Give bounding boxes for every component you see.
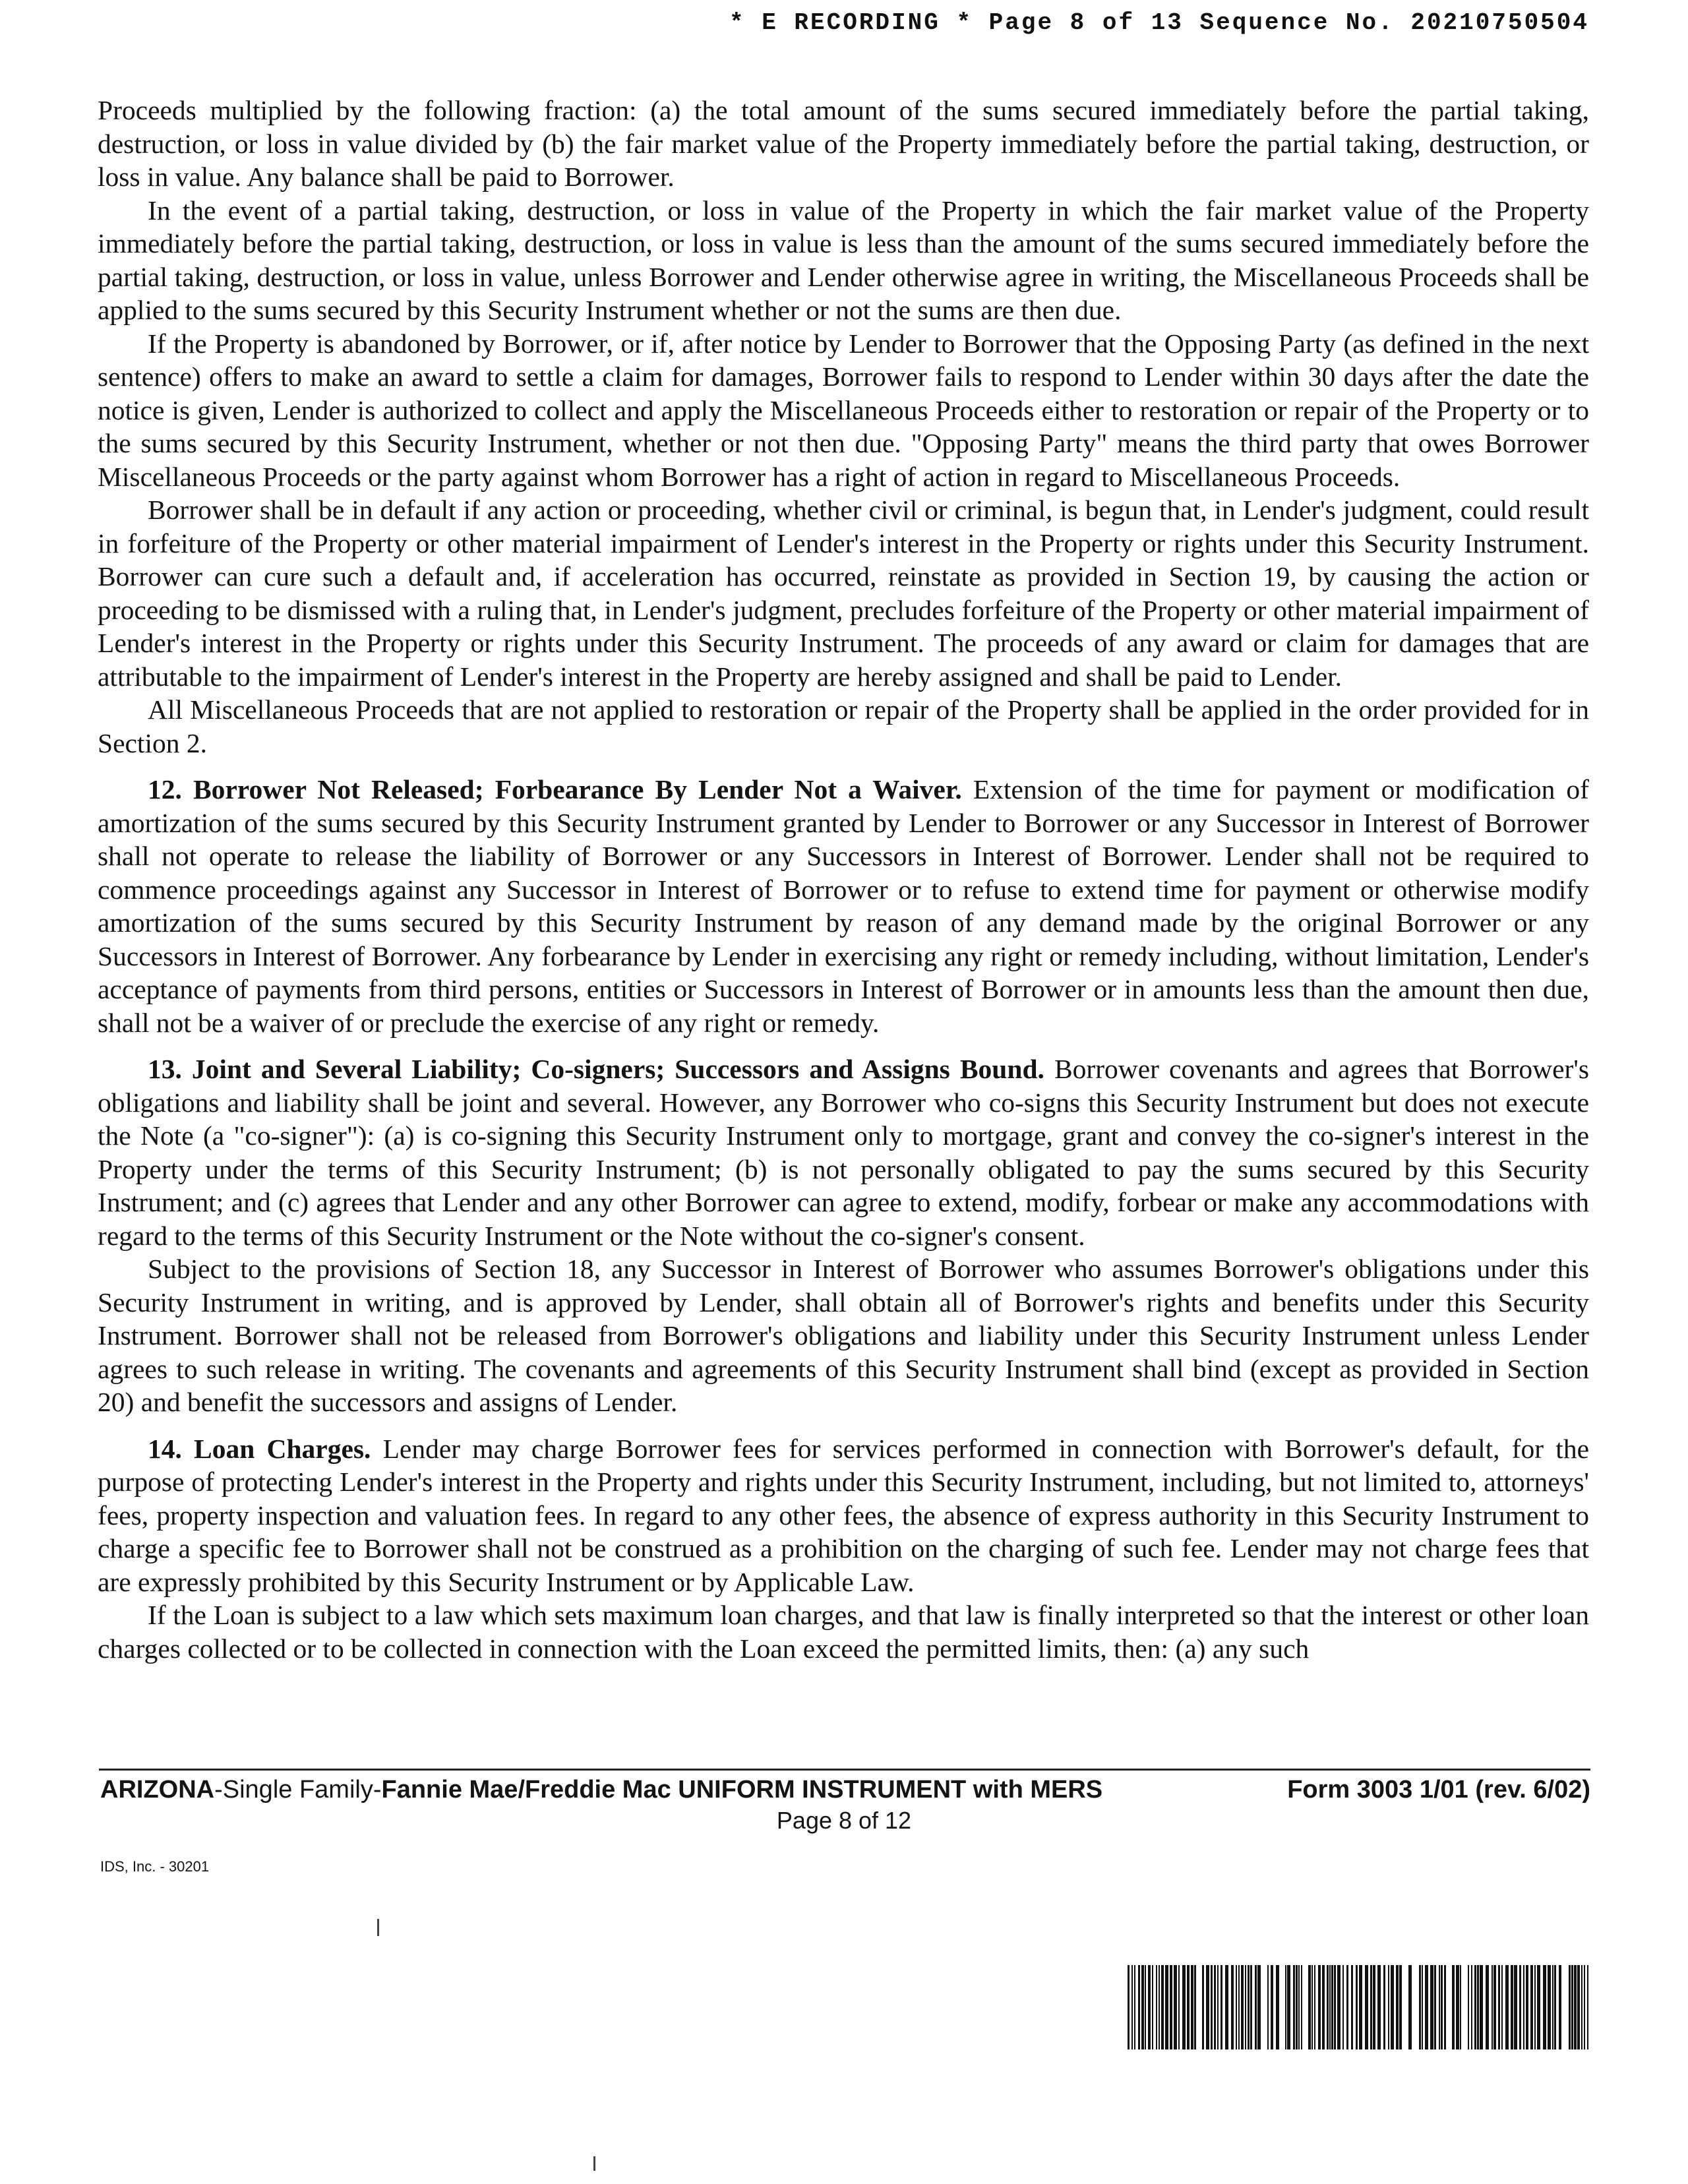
barcode-bar — [1285, 1965, 1286, 2049]
section-14-text: Lender may charge Borrower fees for services performed in connection with Borrower's default, for the purpose of protecting Lender's interest in the Property and rights under this Security Instrument, including, but not limited to, attorneys' fees, property inspection and valuation fees. In regard to any other fees, the absence of express authority in this Security Instrument to charge a specific fee to Borrower shall not be construed as a prohibition on the charging of such fee. Lender may not charge fees that are expressly prohibited by this Security Instrument or by Applicable Law. — [98, 1433, 1589, 1597]
barcode-bar — [1396, 1965, 1399, 2049]
barcode-bar — [1492, 1965, 1493, 2049]
section-14 — [98, 1432, 1589, 1599]
barcode-bar — [1391, 1965, 1394, 2049]
footer-state: ARIZONA — [100, 1776, 215, 1804]
barcode-bar — [1419, 1965, 1421, 2049]
section-13 — [98, 1052, 1589, 1252]
barcode-bar — [1187, 1965, 1190, 2049]
barcode-bar — [1236, 1965, 1237, 2049]
barcode-bar — [1430, 1965, 1433, 2049]
scan-mark — [377, 1919, 379, 1936]
barcode-bar — [1434, 1965, 1436, 2049]
barcode-bar — [1399, 1965, 1402, 2049]
barcode-bar — [1477, 1965, 1479, 2049]
barcode-bar — [1152, 1965, 1153, 2049]
barcode-bar — [1231, 1965, 1234, 2049]
barcode-bar — [1505, 1965, 1509, 2049]
barcode-bar — [1356, 1965, 1358, 2049]
barcode-bar — [1217, 1965, 1219, 2049]
paragraph-default-action: Borrower shall be in default if any action or proceeding, whether civil or criminal, is begun that, in Lender's judgment, could result in forfeiture of the Property or other material impairment of Lender's interest in the Property or rights under this Security Instrument. Borrower can cure such a default and, if acceleration has occurred, reinstate as provided in Section 19, by causing the action or proceeding to be dismissed with a ruling that, in Lender's judgment, precludes forfeiture of the Property or other material impairment of Lender's interest in the Property or rights under this Security Instrument. The proceeds of any award or claim for damages that are attributable to the impairment of Lender's interest in the Property are hereby assigned and shall be paid to Lender. — [98, 495, 1589, 692]
barcode-bar — [1456, 1965, 1459, 2049]
barcode-bar — [1159, 1965, 1160, 2049]
section-12-text: Extension of the time for payment or modification of amortization of the sums secured by this Security Instrument granted by Lender to Borrower or any Successor in Interest of Borrower shall not operate to release the liability of Borrower or any Successors in Interest of Borrower. Lender shall not be required to commence proceedings against any Successor in Interest of Borrower or to refuse to extend time for payment or otherwise modify amortization of the sums secured by this Security Instrument by reason of any demand made by the original Borrower or any Successors in Interest of Borrower. Any forbearance by Lender in exercising any right or remedy including, without limitation, Lender's acceptance of payments from third persons, entities or Successors in Interest of Borrower or in amounts less than the amount then due, shall not be a waiver of or preclude the exercise of any right or remedy. — [98, 774, 1589, 1038]
barcode-bar — [1377, 1965, 1381, 2049]
barcode-bar — [1276, 1965, 1279, 2049]
paragraph-proceeds-fraction: Proceeds multiplied by the following fraction: (a) the total amount of the sums secured immediately before the partial taking, destruction, or loss in value divided by (b) the fair market value of the Property immediately before the partial taking, destruction, or loss in value. Any balance shall be paid to Borrower. — [98, 95, 1589, 192]
barcode-bar — [1267, 1965, 1269, 2049]
barcode-bar — [1271, 1965, 1273, 2049]
barcode-bar — [1206, 1965, 1209, 2049]
barcode-bar — [1569, 1965, 1571, 2049]
barcode-bar — [1322, 1965, 1325, 2049]
paragraph-maximum-loan-charges: If the Loan is subject to a law which sets maximum loan charges, and that law is finally interpreted so that the interest or other loan charges collected or to be collected in connection with the Loan exceed the permitted limits, then: (a) any such — [98, 1600, 1589, 1664]
barcode-bar — [1337, 1965, 1341, 2049]
footer-vendor-code: IDS, Inc. - 30201 — [100, 1858, 210, 1875]
barcode-bar — [1548, 1965, 1551, 2049]
barcode-bar — [1373, 1965, 1375, 2049]
barcode-bar — [1543, 1965, 1546, 2049]
barcode-bar — [1221, 1965, 1222, 2049]
barcode-bar — [1577, 1965, 1580, 2049]
barcode-bar — [1250, 1965, 1252, 2049]
barcode-bar — [1178, 1965, 1180, 2049]
barcode-bar — [1346, 1965, 1348, 2049]
barcode-bar — [1255, 1965, 1257, 2049]
barcode-bar — [1523, 1965, 1524, 2049]
barcode-bar — [1301, 1965, 1302, 2049]
barcode-bar — [1293, 1965, 1295, 2049]
barcode-bar — [1359, 1965, 1362, 2049]
barcode-bar — [1296, 1965, 1298, 2049]
barcode-bar — [1519, 1965, 1521, 2049]
barcode-bar — [1141, 1965, 1144, 2049]
barcode-bar — [1587, 1965, 1588, 2049]
footer-form-line — [100, 1776, 1590, 1804]
barcode-bar — [1425, 1965, 1428, 2049]
paragraph-misc-proceeds-order: All Miscellaneous Proceeds that are not applied to restoration or repair of the Property shall be applied in the order provided for in Section 2. — [98, 694, 1589, 758]
section-12 — [98, 773, 1589, 1039]
barcode-bar — [1211, 1965, 1213, 2049]
barcode-bar — [1486, 1965, 1489, 2049]
barcode-bar — [1148, 1965, 1151, 2049]
section-12-heading: 12. Borrower Not Released; Forbearance By Lender Not a Waiver. — [148, 774, 962, 804]
barcode-bar — [1408, 1965, 1412, 2049]
barcode-bar — [1318, 1965, 1321, 2049]
barcode-bar — [1248, 1965, 1250, 2049]
barcode-bar — [1460, 1965, 1461, 2049]
barcode-bar — [1439, 1965, 1440, 2049]
paragraph-partial-taking: In the event of a partial taking, destruction, or loss in value of the Property in which the fair market value of the Property immediately before the partial taking, destruction, or loss in value is less than the amount of the sums secured immediately before the partial taking, destruction, or loss in value, unless Borrower and Lender otherwise agree in writing, the Miscellaneous Proceeds shall be applied to the sums secured by this Security Instrument whether or not the sums are then due. — [98, 195, 1589, 325]
barcode-bar — [1480, 1965, 1483, 2049]
barcode-bar — [1287, 1965, 1290, 2049]
barcode-bar — [1471, 1965, 1472, 2049]
barcode-bar — [1559, 1965, 1561, 2049]
barcode-bar — [1334, 1965, 1336, 2049]
barcode-bar — [1194, 1965, 1196, 2049]
barcode-bar — [1327, 1965, 1329, 2049]
barcode-bar — [1145, 1965, 1146, 2049]
barcode-bar — [1571, 1965, 1573, 2049]
barcode-bar — [1156, 1965, 1157, 2049]
barcode-bar — [1128, 1965, 1130, 2049]
section-13-text: Borrower covenants and agrees that Borrower's obligations and liability shall be joint and several. However, any Borrower who co-signs this Security Instrument but does not execute the Note (a "co-signer"): (a) is co-signing this Security Instrument only to mortgage, grant and convey the co-signer's interest in the Property under the terms of this Security Instrument; (b) is not personally obligated to pay the sums secured by this Security Instrument; and (c) agrees that Lender and any other Borrower can agree to extend, modify, forbear or make any accommodations with regard to the terms of this Security Instrument or the Note without the co-signer's consent. — [98, 1054, 1589, 1251]
barcode-bar — [1441, 1965, 1443, 2049]
barcode-bar — [1161, 1965, 1164, 2049]
barcode-bar — [1311, 1965, 1313, 2049]
barcode-bar — [1134, 1965, 1135, 2049]
barcode-bar — [1202, 1965, 1204, 2049]
barcode-bar — [1581, 1965, 1582, 2049]
barcode-bar — [1165, 1965, 1168, 2049]
document-body — [98, 94, 1589, 1665]
footer-form-name: Fannie Mae/Freddie Mac UNIFORM INSTRUMENT with MERS — [381, 1776, 1103, 1804]
barcode-bar — [1468, 1965, 1469, 2049]
barcode-bar — [1534, 1965, 1536, 2049]
barcode-bar — [1552, 1965, 1553, 2049]
paragraph-successor-in-interest: Subject to the provisions of Section 18, any Successor in Interest of Borrower who assumes Borrower's obligations under this Security Instrument in writing, and is approved by Lender, shall obtain all of Borrower's rights and benefits under this Security Instrument. Borrower shall not be released from Borrower's obligations and liability under this Security Instrument unless Lender agrees to such release in writing. The covenants and agreements of this Security Instrument shall bind (except as provided in Section 20) and benefit the successors and assigns of Lender. — [98, 1254, 1589, 1417]
barcode-bar — [1526, 1965, 1528, 2049]
footer-form-family: -Single Family- — [214, 1776, 382, 1804]
barcode-bar — [1422, 1965, 1423, 2049]
barcode-bar — [1501, 1965, 1503, 2049]
barcode-bar — [1257, 1965, 1261, 2049]
barcode-bar — [1342, 1965, 1344, 2049]
barcode-bar — [1314, 1965, 1315, 2049]
footer-page-number: Page 8 of 12 — [776, 1807, 912, 1834]
barcode-bar — [1474, 1965, 1476, 2049]
barcode-bar — [1331, 1965, 1333, 2049]
section-14-heading: 14. Loan Charges. — [148, 1433, 371, 1464]
scan-mark — [593, 2156, 595, 2171]
recording-stamp: * E RECORDING * Page 8 of 13 Sequence No. 20210750504 — [729, 9, 1589, 36]
barcode-bar — [1574, 1965, 1577, 2049]
barcode-bar — [1452, 1965, 1455, 2049]
barcode-bar — [1245, 1965, 1246, 2049]
barcode-bar — [1170, 1965, 1172, 2049]
barcode-bar — [1493, 1965, 1496, 2049]
barcode-bar — [1329, 1965, 1331, 2049]
barcode-bar — [1444, 1965, 1446, 2049]
barcode-bar — [1174, 1965, 1177, 2049]
barcode-bar — [1388, 1965, 1389, 2049]
barcode-bar — [1530, 1965, 1533, 2049]
barcode-bar — [1131, 1965, 1133, 2049]
barcode-bar — [1138, 1965, 1140, 2049]
barcode-bar — [1225, 1965, 1228, 2049]
barcode-bar — [1514, 1965, 1517, 2049]
footer-form-number: Form 3003 1/01 (rev. 6/02) — [1287, 1776, 1590, 1804]
barcode-bar — [1238, 1965, 1240, 2049]
barcode-bar — [1241, 1965, 1244, 2049]
barcode-bar — [1182, 1965, 1186, 2049]
barcode-bar — [1498, 1965, 1500, 2049]
barcode-bar — [1383, 1965, 1385, 2049]
barcode-bar — [1308, 1965, 1311, 2049]
barcode-bar — [1537, 1965, 1540, 2049]
barcode-bar — [1511, 1965, 1513, 2049]
barcode-image — [1128, 1965, 1589, 2049]
footer-divider — [99, 1769, 1590, 1771]
barcode-bar — [1351, 1965, 1353, 2049]
barcode-bar — [1584, 1965, 1585, 2049]
barcode-bar — [1191, 1965, 1193, 2049]
barcode-bar — [1370, 1965, 1372, 2049]
section-13-heading: 13. Joint and Several Liability; Co-signers; Successors and Assigns Bound. — [148, 1054, 1044, 1084]
barcode-bar — [1365, 1965, 1368, 2049]
barcode-bar — [1298, 1965, 1300, 2049]
barcode-bar — [1554, 1965, 1556, 2049]
footer-form-title — [100, 1776, 1102, 1804]
barcode-bar — [1214, 1965, 1216, 2049]
paragraph-abandoned-property: If the Property is abandoned by Borrower, or if, after notice by Lender to Borrower that the Opposing Party (as defined in the next sentence) offers to make an award to settle a claim for damages, Borrower fails to respond to Lender within 30 days after the date the notice is given, Lender is authorized to collect and apply the Miscellaneous Proceeds either to restoration or repair of the Property or to the sums secured by this Security Instrument, whether or not then due. "Opposing Party" means the third party that owes Borrower Miscellaneous Proceeds or the party against whom Borrower has a right of action in regard to Miscellaneous Proceeds. — [98, 328, 1589, 492]
